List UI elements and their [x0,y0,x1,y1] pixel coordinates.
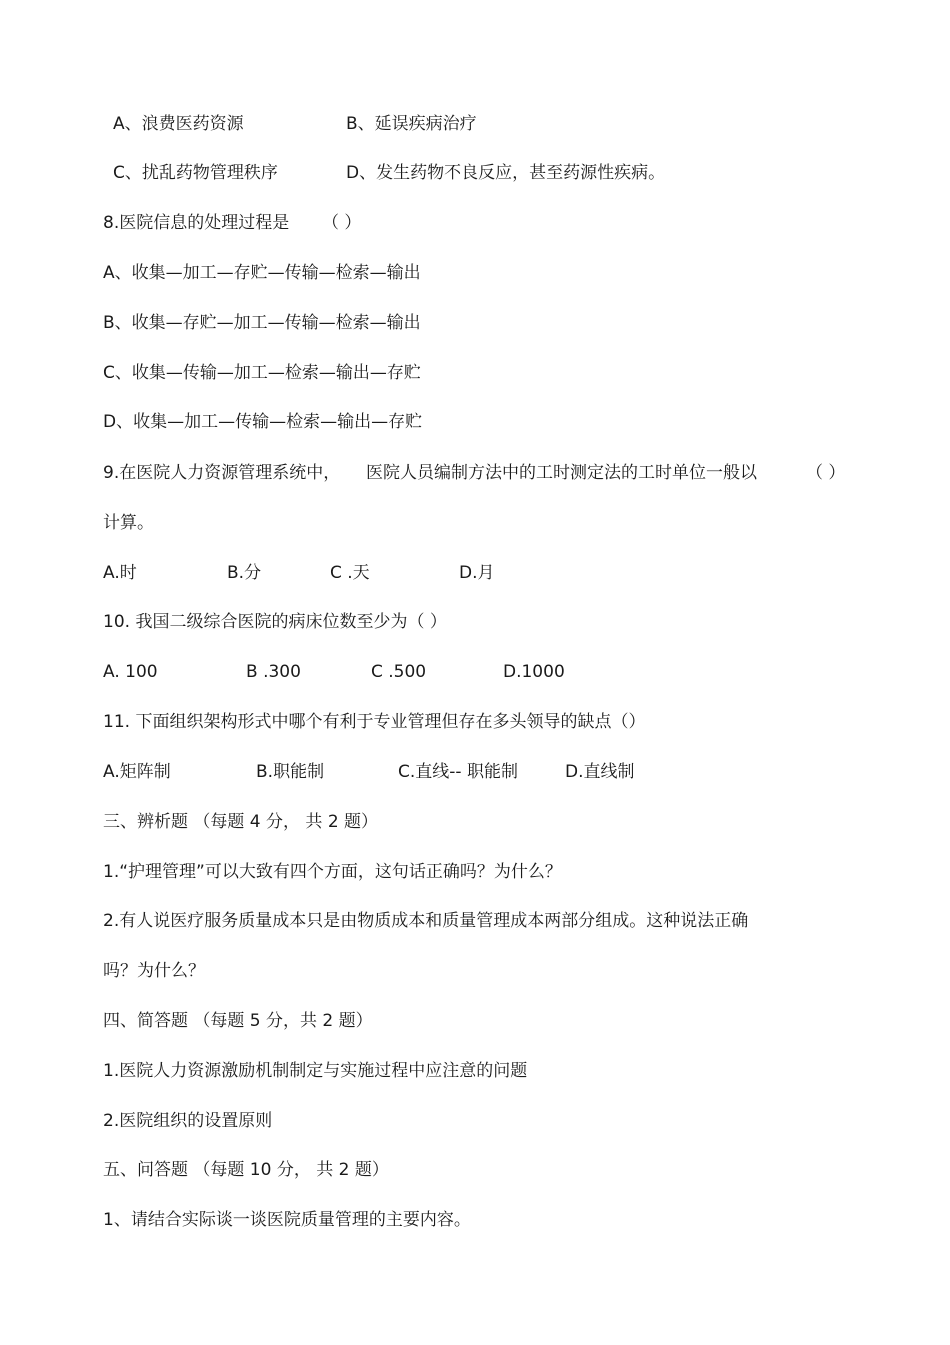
q8-answer-paren: （ ） [322,213,362,233]
q7-option-b: B、延误疾病治疗 [346,114,477,134]
q10-option-b: B .300 [246,662,301,682]
section3-question-2-line2: 吗？为什么？ [103,961,205,981]
q9-option-b: B.分 [227,563,262,583]
q9-option-a: A.时 [103,563,137,583]
q11-stem: 11. 下面组织架构形式中哪个有利于专业管理但存在多头领导的缺点（） [103,712,646,732]
q10-option-c: C .500 [371,662,427,682]
q7-option-d: D、发生药物不良反应，甚至药源性疾病。 [346,163,666,183]
q10-option-d: D.1000 [503,662,565,682]
q9-answer-paren: （ ） [806,463,846,483]
q7-option-c: C、扰乱药物管理秩序 [113,163,278,183]
q10-option-a: A. 100 [103,662,158,682]
q8-option-c: C、收集—传输—加工—检索—输出—存贮 [103,363,421,383]
section5-question-1: 1、请结合实际谈一谈医院质量管理的主要内容。 [103,1210,471,1230]
section3-question-2-line1: 2.有人说医疗服务质量成本只是由物质成本和质量管理成本两部分组成。这种说法正确 [103,911,749,931]
section4-question-1: 1.医院人力资源激励机制制定与实施过程中应注意的问题 [103,1061,528,1081]
section3-question-1: 1.“护理管理”可以大致有四个方面，这句话正确吗？为什么？ [103,862,562,882]
q9-option-d: D.月 [459,563,495,583]
q7-option-a: A、浪费医药资源 [113,114,244,134]
q10-stem: 10. 我国二级综合医院的病床位数至少为（ ） [103,612,447,632]
q11-option-d: D.直线制 [565,762,635,782]
q8-option-b: B、收集—存贮—加工—传输—检索—输出 [103,313,421,333]
section4-heading: 四、简答题 （每题 5 分，共 2 题） [103,1011,373,1031]
section5-heading: 五、问答题 （每题 10 分， 共 2 题） [103,1160,389,1180]
q8-stem: 8.医院信息的处理过程是 [103,213,290,233]
q9-stem-part1: 9.在医院人力资源管理系统中， [103,463,341,483]
q8-option-d: D、收集—加工—传输—检索—输出—存贮 [103,412,423,432]
q9-option-c: C .天 [330,563,370,583]
q11-option-a: A.矩阵制 [103,762,171,782]
section4-question-2: 2.医院组织的设置原则 [103,1111,273,1131]
q11-option-c: C.直线-- 职能制 [398,762,518,782]
q8-option-a: A、收集—加工—存贮—传输—检索—输出 [103,263,421,283]
q9-stem-cont: 计算。 [103,513,154,533]
q9-stem-part2: 医院人员编制方法中的工时测定法的工时单位一般以 [366,463,757,483]
section3-heading: 三、辨析题 （每题 4 分， 共 2 题） [103,812,379,832]
q11-option-b: B.职能制 [256,762,325,782]
